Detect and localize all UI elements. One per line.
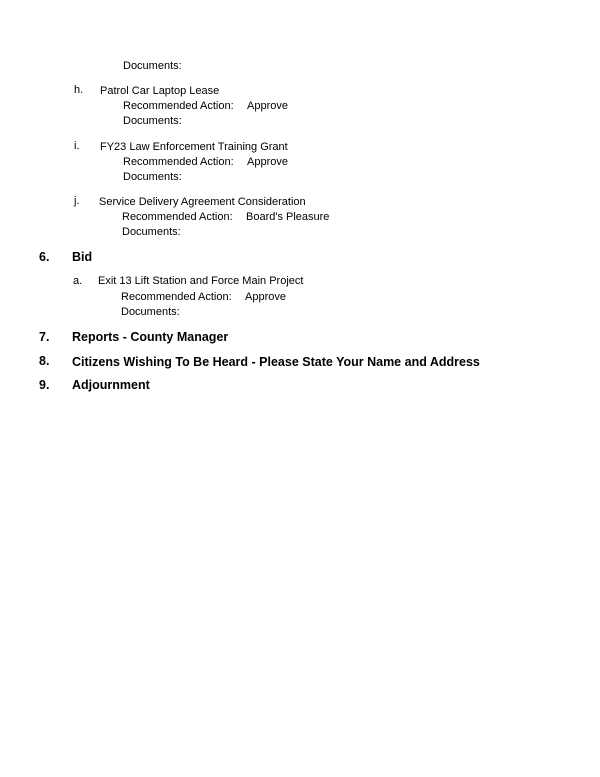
recommended-action-label: Recommended Action: xyxy=(122,211,233,223)
documents-label: Documents: xyxy=(121,306,180,318)
recommended-action-value: Approve xyxy=(247,156,288,168)
recommended-action-value: Approve xyxy=(247,100,288,112)
section-number: 9. xyxy=(39,378,50,392)
documents-label: Documents: xyxy=(123,171,182,183)
documents-label: Documents: xyxy=(122,226,181,238)
section-number: 7. xyxy=(39,330,50,344)
item-title: Patrol Car Laptop Lease xyxy=(100,85,220,97)
section-number: 6. xyxy=(39,250,50,264)
item-title: Exit 13 Lift Station and Force Main Project xyxy=(98,275,304,287)
section-title: Adjournment xyxy=(72,378,150,392)
recommended-action-value: Approve xyxy=(245,291,286,303)
section-title: Citizens Wishing To Be Heard - Please State Your Name and Address xyxy=(72,355,480,369)
item-letter: i. xyxy=(74,140,80,152)
recommended-action-value: Board's Pleasure xyxy=(246,211,330,223)
item-letter: j. xyxy=(74,195,80,207)
recommended-action-label: Recommended Action: xyxy=(123,156,234,168)
item-title: Service Delivery Agreement Consideration xyxy=(99,196,306,208)
section-title: Reports - County Manager xyxy=(72,330,229,344)
documents-label: Documents: xyxy=(123,60,182,72)
item-letter: h. xyxy=(74,84,84,96)
section-title: Bid xyxy=(72,250,93,264)
recommended-action-label: Recommended Action: xyxy=(121,291,232,303)
recommended-action-label: Recommended Action: xyxy=(123,100,234,112)
section-number: 8. xyxy=(39,354,50,368)
item-letter: a. xyxy=(73,275,83,287)
item-title: FY23 Law Enforcement Training Grant xyxy=(100,141,288,153)
documents-label: Documents: xyxy=(123,115,182,127)
